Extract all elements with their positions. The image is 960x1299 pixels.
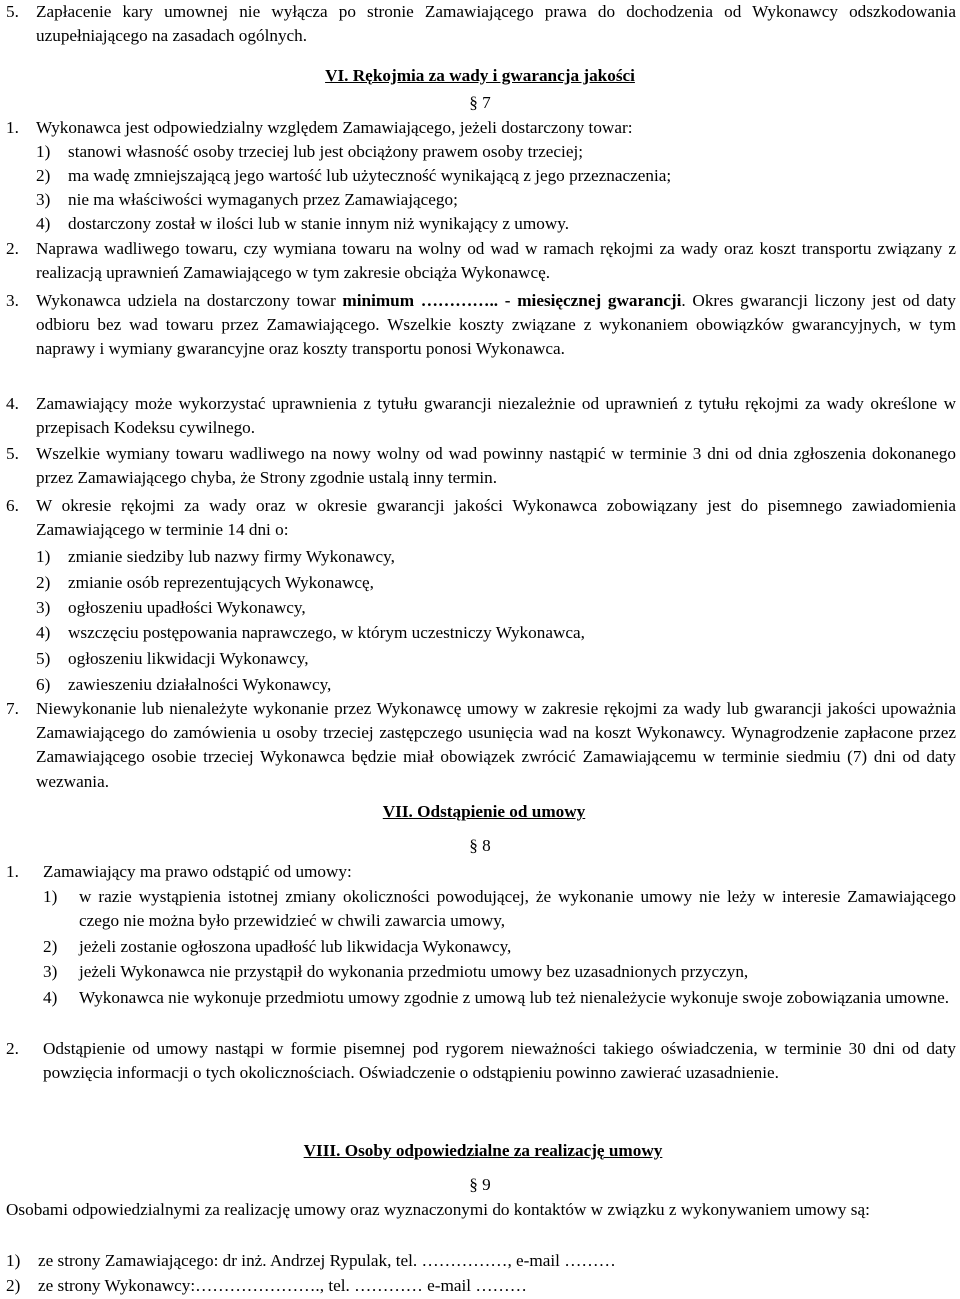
list-number: 2) [6,1276,21,1295]
clause-text [36,289,956,362]
paragraph-number: 8 [482,836,491,855]
list-number: 4) [36,214,51,233]
list-item [36,673,956,697]
list-number: 3) [36,598,51,617]
clause-text: Zapłacenie kary umownej nie wyłącza po stronie Zamawiającego prawa do dochodzenia od Wykonawcy odszkodowania uzupełniającego na zasadach ogólnych. [36,2,956,46]
list-item [36,621,956,645]
clause-text-part: . Okres gwarancji liczony jest od daty odbioru bez wad towaru przez Zamawiającego. Wszelkie koszty związane z wykonaniem obowiązków gwarancyjnych, w tym naprawy i wymiany gwarancyjne oraz koszty transportu ponosi Wykonawca. [36,291,956,359]
list-item [6,1249,956,1273]
section-heading-vi [0,64,960,88]
list-number: 4) [43,988,58,1007]
paragraph-mark-7 [0,91,960,115]
clause-text: Wykonawca jest odpowiedzialny względem Zamawiającego, jeżeli dostarczony towar: [36,118,633,137]
list-item [43,885,956,933]
list-number: 1) [43,887,58,906]
paragraph-mark-9 [0,1173,960,1197]
list-item [43,960,956,984]
clause-number: 6. [6,496,19,515]
paragraph-number: 9 [482,1175,491,1194]
list-text: ze strony Zamawiającego: dr inż. Andrzej Rypulak, tel. ……………, e-mail ……… [38,1251,616,1270]
list-text: ma wadę zmniejszającą jego wartość lub użyteczność wynikającą z jego przeznaczenia; [68,166,672,185]
list-text: nie ma właściwości wymaganych przez Zamawiającego; [68,190,458,209]
list-text: ogłoszeniu upadłości Wykonawcy, [68,598,306,617]
list-item [43,935,956,959]
clause-text: Odstąpienie od umowy nastąpi w formie pisemnej pod rygorem nieważności takiego oświadczenia, w terminie 30 dni od daty powzięcia informacji o tych okolicznościach. Oświadczenie o odstąpieniu powinno zawierać uzasadnienie. [43,1039,956,1083]
list-text: zmianie osób reprezentujących Wykonawcę, [68,573,374,592]
clause-number: 4. [6,394,19,413]
clause-number: 7. [6,699,19,718]
section-sign: § [469,1175,483,1194]
paragraph-mark-8 [0,834,960,858]
list-item [36,212,956,236]
list-number: 1) [36,142,51,161]
list-item [36,596,956,620]
list-item [6,1274,956,1298]
list-text: zmianie siedziby lub nazwy firmy Wykonawcy, [68,547,395,566]
list-item [36,545,956,569]
list-text: w razie wystąpienia istotnej zmiany okoliczności powodującej, że wykonanie umowy nie leży w interesie Zamawiającego czego nie można było przewidzieć w chwili zawarcia umowy, [79,887,956,931]
list-number: 1) [36,547,51,566]
clause-text: Naprawa wadliwego towaru, czy wymiana towaru na wolny od wad w ramach rękojmi za wady oraz koszt transportu związany z realizacją uprawnień Zamawiającego w tym zakresie obciąża Wykonawcę. [36,239,956,283]
clause-text: Zamawiający może wykorzystać uprawnienia z tytułu gwarancji niezależnie od uprawnień z tytułu rękojmi za wady określone w przepisach Kodeksu cywilnego. [36,394,956,438]
list-number: 4) [36,623,51,642]
list-number: 2) [36,573,51,592]
list-text: zawieszeniu działalności Wykonawcy, [68,675,332,694]
section-heading-text: VIII. Osoby odpowiedzialne za realizację umowy [303,1141,663,1160]
list-number: 3) [43,962,58,981]
list-number: 2) [36,166,51,185]
list-text: dostarczony został w ilości lub w stanie innym niż wynikający z umowy. [68,214,570,233]
list-item [43,986,956,1010]
clause-number: 1. [6,862,19,881]
list-text: jeżeli Wykonawca nie przystąpił do wykonania przedmiotu umowy bez uzasadnionych przyczyn, [79,962,749,981]
warranty-period-placeholder: minimum ………….. - miesięcznej gwarancji [342,291,682,310]
section-heading-text: VI. Rękojmia za wady i gwarancja jakości [325,66,635,85]
list-number: 5) [36,649,51,668]
clause-text-part: Wykonawca udziela na dostarczony towar [36,291,343,310]
clause-number: 1. [6,118,19,137]
list-number: 1) [6,1251,21,1270]
section-sign: § [469,93,483,112]
contacts-intro: Osobami odpowiedzialnymi za realizację umowy oraz wyznaczonymi do kontaktów w związku z wykonywaniem umowy są: [6,1200,870,1219]
section-heading-text: VII. Odstąpienie od umowy [382,802,586,821]
clause-text: Wszelkie wymiany towaru wadliwego na nowy wolny od wad powinny nastąpić w terminie 3 dni od dnia zgłoszenia dokonanego przez Zamawiającego chyba, że Strony zgodnie ustalą inny termin. [36,444,956,488]
section-heading-vii [4,800,960,824]
clause-number: 5. [6,444,19,463]
clause-number: 2. [6,239,19,258]
paragraph-number: 7 [482,93,491,112]
list-item [36,647,956,671]
list-number: 6) [36,675,51,694]
list-item [36,164,956,188]
clause-number: 5. [6,2,19,21]
list-text: ogłoszeniu likwidacji Wykonawcy, [68,649,309,668]
section-sign: § [469,836,483,855]
list-item [36,140,956,164]
section-heading-viii [3,1139,960,1163]
clause-text: W okresie rękojmi za wady oraz w okresie gwarancji jakości Wykonawca zobowiązany jest do pisemnego zawiadomienia Zamawiającego w terminie 14 dni o: [36,496,956,540]
list-text: stanowi własność osoby trzeciej lub jest obciążony prawem osoby trzeciej; [68,142,583,161]
list-text: wszczęciu postępowania naprawczego, w którym uczestniczy Wykonawca, [68,623,585,642]
clause-number: 3. [6,291,19,310]
list-text: Wykonawca nie wykonuje przedmiotu umowy zgodnie z umową lub też nienależycie wykonuje swoje zobowiązania umowne. [79,988,949,1007]
clause-number: 2. [6,1039,19,1058]
clause-text: Niewykonanie lub nienależyte wykonanie przez Wykonawcę umowy w zakresie rękojmi za wady lub gwarancji jakości upoważnia Zamawiającego do zamówienia u osoby trzeciej zastępczego usunięcia wad na koszt Wykonawcy. Wynagrodzenie zapłacone przez Zamawiającego osobie trzeciej Wykonawca będzie miał obowiązek zwrócić Zamawiającemu w terminie siedmiu (7) dni od daty wezwania. [36,699,956,791]
list-number: 2) [43,937,58,956]
list-text: ze strony Wykonawcy:…………………., tel. ………… e-mail ……… [38,1276,527,1295]
clause-text: Zamawiający ma prawo odstąpić od umowy: [43,862,352,881]
list-item [36,571,956,595]
list-number: 3) [36,190,51,209]
list-text: jeżeli zostanie ogłoszona upadłość lub likwidacja Wykonawcy, [79,937,512,956]
list-item [36,188,956,212]
